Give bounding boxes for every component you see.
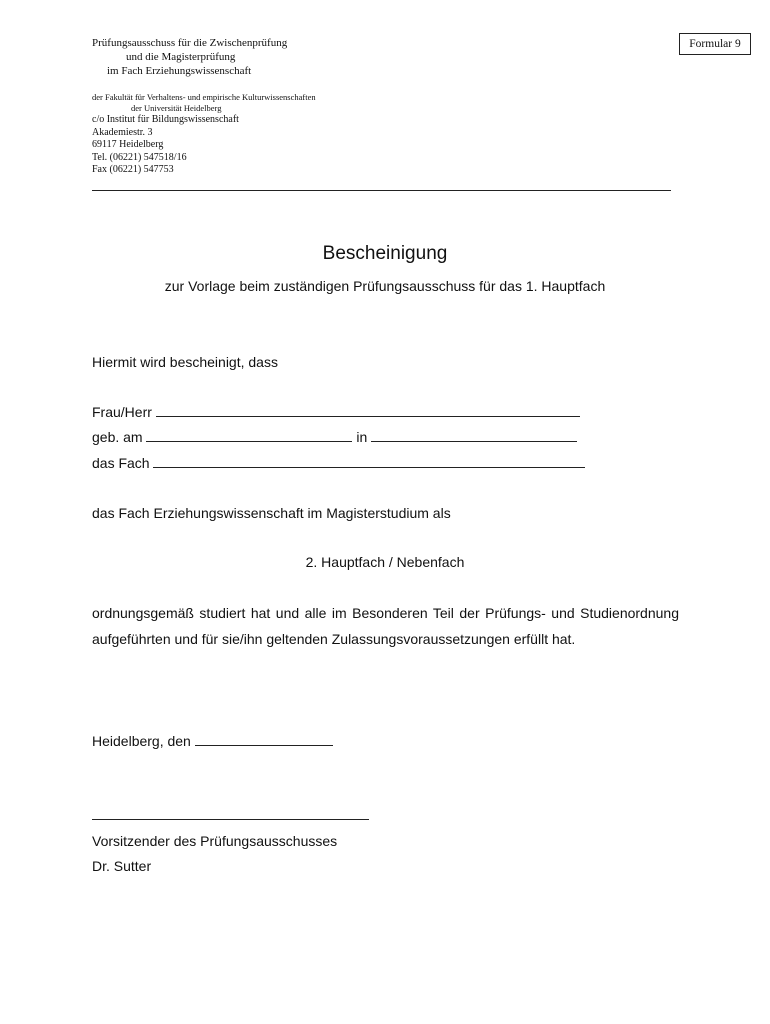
- fax-line: Fax (06221) 547753: [92, 164, 174, 175]
- birth-place-label: in: [356, 429, 368, 445]
- committee-line-2: und die Magisterprüfung: [126, 51, 236, 63]
- signature-role: Vorsitzender des Prüfungsausschusses: [92, 833, 338, 849]
- form-number-box: Formular 9: [679, 33, 751, 55]
- signature-name: Dr. Sutter: [92, 858, 152, 874]
- confirmation-paragraph: ordnungsgemäß studiert hat und alle im Besonderen Teil der Prüfungs- und Studienordnung aufgeführten und für sie/ihn geltenden Zulassungsvoraussetzungen erfüllt hat.: [92, 605, 679, 647]
- faculty-line-1: der Fakultät für Verhaltens- und empirische Kulturwissenschaften: [92, 92, 316, 102]
- birth-date-fill-line[interactable]: [146, 428, 352, 442]
- subject-row: [92, 454, 585, 472]
- institute-line: c/o Institut für Bildungswissenschaft: [92, 114, 239, 125]
- phone-line: Tel. (06221) 547518/16: [92, 151, 187, 163]
- document-title: Bescheinigung: [322, 243, 448, 264]
- signature-line[interactable]: [92, 819, 369, 820]
- intro-text: Hiermit wird bescheinigt, dass: [92, 354, 278, 370]
- subject-label: das Fach: [92, 455, 150, 471]
- birth-date-label: geb. am: [92, 429, 143, 445]
- city-line: 69117 Heidelberg: [92, 139, 164, 150]
- place-date-label: Heidelberg, den: [92, 733, 191, 749]
- subject-fill-line[interactable]: [153, 454, 585, 468]
- street-line: Akademiestr. 3: [92, 126, 153, 138]
- header-divider: [92, 190, 671, 191]
- subject-statement: das Fach Erziehungswissenschaft im Magisterstudium als: [92, 505, 451, 521]
- committee-line-1: Prüfungsausschuss für die Zwischenprüfung: [92, 37, 288, 49]
- subject-role: 2. Hauptfach / Nebenfach: [305, 554, 465, 570]
- document-subtitle: zur Vorlage beim zuständigen Prüfungsausschuss für das 1. Hauptfach: [164, 278, 606, 294]
- committee-line-3: im Fach Erziehungswissenschaft: [107, 65, 252, 77]
- place-date-row: [92, 732, 333, 750]
- name-fill-line[interactable]: [156, 403, 580, 417]
- birth-row: [92, 428, 577, 446]
- name-label: Frau/Herr: [92, 404, 152, 420]
- birth-place-fill-line[interactable]: [371, 428, 577, 442]
- date-fill-line[interactable]: [195, 732, 333, 746]
- name-row: [92, 403, 580, 421]
- faculty-line-2: der Universität Heidelberg: [131, 103, 222, 113]
